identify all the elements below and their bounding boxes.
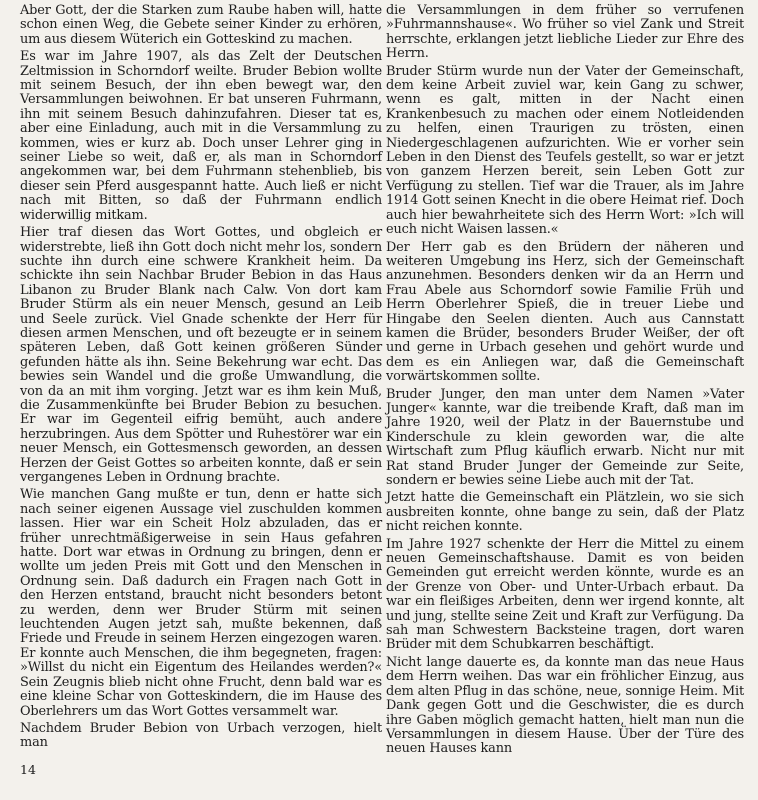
paragraph: die Versammlungen in dem früher so verrufenen »Fuhrmannshause«. Wo früher so viel Zank und Streit herrschte, erklangen jetzt liebliche Lieder zur Ehre des Herrn. [386, 3, 744, 62]
paragraph: Jetzt hatte die Gemeinschaft ein Plätzlein, wo sie sich ausbreiten konnte, ohne bange zu sein, daß der Platz nicht reichen konnte. [386, 490, 744, 535]
paragraph: Es war im Jahre 1907, als das Zelt der Deutschen Zeltmission in Schorndorf weilte. Bruder Bebion wollte mit seinem Besuch, der ihn eben bewegt war, den Versammlungen beiwohnen. Er bat unseren Fuhrmann, ihn mit seinem Besuch dahinzufahren. Dieser tat es, aber eine Einladung, auch mit in die Versammlung zu kommen, wies er kurz ab. Doch unser Lehrer ging in seiner Liebe so weit, daß er, als man in Schorndorf angekommen war, bei dem Fuhrmann stehenblieb, bis dieser sein Pferd ausgespannt hatte. Auch ließ er nicht nach mit Bitten, so daß der Fuhrmann endlich widerwillig mitkam. [20, 49, 382, 223]
paragraph: Bruder Stürm wurde nun der Vater der Gemeinschaft, dem keine Arbeit zuviel war, kein Gang zu schwer, wenn es galt, mitten in der Nacht einen Krankenbesuch zu machen oder einem Notleidenden zu helfen, einen Traurigen zu trösten, einen Niedergeschlagenen aufzurichten. Wie er vorher sein Leben in den Dienst des Teufels gestellt, so war er jetzt von ganzem Herzen bereit, sein Leben Gott zur Verfügung zu stellen. Tief war die Trauer, als im Jahre 1914 Gott seinen Knecht in die obere Heimat rief. Doch auch hier bewahrheitete sich des Herrn Wort: »Ich will euch nicht Waisen lassen.« [386, 63, 744, 238]
page-number: 14 [20, 762, 36, 777]
right-text-column [386, 4, 744, 757]
paragraph: Nachdem Bruder Bebion von Urbach verzogen, hielt man [20, 720, 382, 751]
paragraph: Im Jahre 1927 schenkte der Herr die Mittel zu einem neuen Gemeinschaftshause. Damit es von beiden Gemeinden gut erreicht werden könnte, wurde es an der Grenze von Ober- und Unter-Urbach erbaut. Da war ein fleißiges Arbeiten, denn wer irgend konnte, alt und jung, stellte seine Zeit und Kraft zur Verfügung. Da sah man Schwestern Backsteine tragen, dort waren Brüder mit dem Schubkarren beschäftigt. [386, 536, 744, 653]
left-text-column [20, 4, 382, 751]
paragraph: Bruder Junger, den man unter dem Namen »Vater Junger« kannte, war die treibende Kraft, daß man im Jahre 1920, weil der Platz in der Bauernstube und Kinderschule zu klein geworden war, die alte Wirtschaft zum Pflug käuflich erwarb. Nicht nur mit Rat stand Bruder Junger der Gemeinde zur Seite, sondern er bewies seine Liebe auch mit der Tat. [386, 386, 744, 488]
paragraph: Hier traf diesen das Wort Gottes, und obgleich er widerstrebte, ließ ihn Gott doch nicht mehr los, sondern suchte ihn durch eine schwere Krankheit heim. Da schickte ihn sein Nachbar Bruder Bebion in das Haus Libanon zu Bruder Blank nach Calw. Von dort kam Bruder Stürm als ein neuer Mensch, gesund an Leib und Seele zurück. Viel Gnade schenkte der Herr für diesen armen Menschen, und oft bezeugte er in seinem späteren Leben, daß Gott keinen größeren Sünder gefunden hätte als ihn. Seine Bekehrung war echt. Das bewies sein Wandel und die große Umwandlung, die von da an mit ihm vorging. Jetzt war es ihm kein Muß, die Zusammenkünfte bei Bruder Bebion zu besuchen. Er war im Gegenteil eifrig bemüht, auch andere herzubringen. Aus dem Spötter und Ruhestörer war ein neuer Mensch, ein Gottesmensch geworden, an dessen Herzen der Geist Gottes so arbeiten konnte, daß er sein vergangenes Leben in Ordnung brachte. [20, 225, 382, 485]
paragraph: Wie manchen Gang mußte er tun, denn er hatte sich nach seiner eigenen Aussage viel zuschulden kommen lassen. Hier war ein Scheit Holz abzuladen, das er früher unrechtmäßigerweise in sein Haus gefahren hatte. Dort war etwas in Ordnung zu bringen, denn er wollte um jeden Preis mit Gott und den Menschen in Ordnung sein. Daß dadurch ein Fragen nach Gott in den Herzen entstand, braucht nicht besonders betont zu werden, denn wer Bruder Stürm mit seinen leuchtenden Augen jetzt sah, mußte bekennen, daß Friede und Freude in seinem Herzen eingezogen waren. Er konnte auch Menschen, die ihm begegneten, fragen: »Willst du nicht ein Eigentum des Heilandes werden?« Sein Zeugnis blieb nicht ohne Frucht, denn bald war es eine kleine Schar von Gotteskindern, die im Hause des Oberlehrers um das Wort Gottes versammelt war. [20, 487, 382, 719]
paragraph: Aber Gott, der die Starken zum Raube haben will, hatte schon einen Weg, die Gebete seiner Kinder zu erhören, um aus diesem Wüterich ein Gotteskind zu machen. [20, 3, 382, 47]
paragraph: Nicht lange dauerte es, da konnte man das neue Haus dem Herrn weihen. Das war ein fröhlicher Einzug, aus dem alten Pflug in das schöne, neue, sonnige Heim. Mit Dank gegen Gott und die Geschwister, die es durch ihre Gaben möglich gemacht hatten, hielt man nun die Versammlungen in diesem Hause. Über der Türe des neuen Hauses kann [386, 654, 744, 757]
paragraph: Der Herr gab es den Brüdern der näheren und weiteren Umgebung ins Herz, sich der Gemeinschaft anzunehmen. Besonders denken wir da an Herrn und Frau Abele aus Schorndorf sowie Familie Früh und Herrn Oberlehrer Spieß, die in treuer Liebe und Hingabe den Seelen dienten. Auch aus Cannstatt kamen die Brüder, besonders Bruder Weißer, der oft und gerne in Urbach gesehen und gehört wurde und dem es ein Anliegen war, daß die Gemeinschaft vorwärtskommen sollte. [386, 239, 744, 385]
